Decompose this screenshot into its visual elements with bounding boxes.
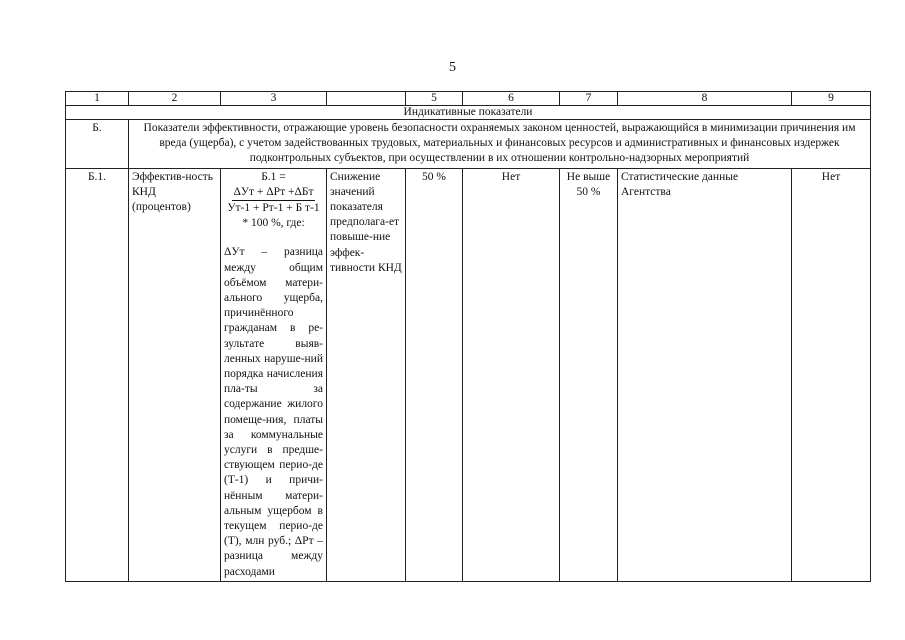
page-number: 5 — [449, 60, 456, 75]
indicator-formula — [221, 168, 327, 581]
col-number-1: 1 — [66, 92, 129, 106]
indicators-table — [65, 91, 871, 582]
column-number-row — [66, 92, 871, 106]
block-row — [66, 120, 871, 169]
indicator-source: Статистические данные Агентства — [618, 168, 792, 581]
indicator-name: Эффектив-ность КНД (процентов) — [129, 168, 221, 581]
section-row — [66, 106, 871, 120]
formula-denominator: Ут-1 + Рт-1 + Б т-1 — [227, 202, 320, 215]
indicator-target: 50 % — [406, 168, 463, 581]
indicator-col6: Нет — [463, 168, 560, 581]
block-code: Б. — [66, 120, 129, 169]
col-number-7: 7 — [560, 92, 618, 106]
indicator-comment: Снижение значений показателя предполага-ет повыше-ние эффек-тивности КНД — [327, 168, 406, 581]
col-number-2: 2 — [129, 92, 221, 106]
block-description: Показатели эффективности, отражающие уровень безопасности охраняемых законом ценностей, выражающийся в минимизации причинения им вреда (ущерба), с учетом задействованных трудовых, материальных и финансовых ресурсов и административных и финансовых издержек подконтрольных субъектов, при осуществлении в их отношении контрольно-надзорных мероприятий — [129, 120, 871, 169]
indicator-threshold: Не выше 50 % — [560, 168, 618, 581]
col-number-5: 5 — [406, 92, 463, 106]
formula-explanation: ΔУт – разница между общим объёмом матери-ального ущерба, причинённого гражданам в ре-зультате выяв-ленных наруше-ний порядка начисления пла-ты за содержание жилого помеще-ния, платы за коммунальные услуги в предше-ствующем перио-де (Т-1) и причи-нённым матери-альным ущербом в текущем перио-де (Т), млн руб.; ΔРт – разница между расходами — [224, 246, 323, 578]
col-number-6: 6 — [463, 92, 560, 106]
indicator-code: Б.1. — [66, 168, 129, 581]
col-number-9: 9 — [792, 92, 871, 106]
indicator-row — [66, 168, 871, 581]
section-title: Индикативные показатели — [66, 106, 871, 120]
formula-multiplier: * 100 %, где: — [242, 217, 305, 230]
indicator-col9: Нет — [792, 168, 871, 581]
col-number-4 — [327, 92, 406, 106]
formula-numerator: ΔУт + ΔРт +ΔБт — [232, 185, 314, 201]
col-number-3: 3 — [221, 92, 327, 106]
col-number-8: 8 — [618, 92, 792, 106]
formula-label: Б.1 = — [261, 170, 286, 183]
